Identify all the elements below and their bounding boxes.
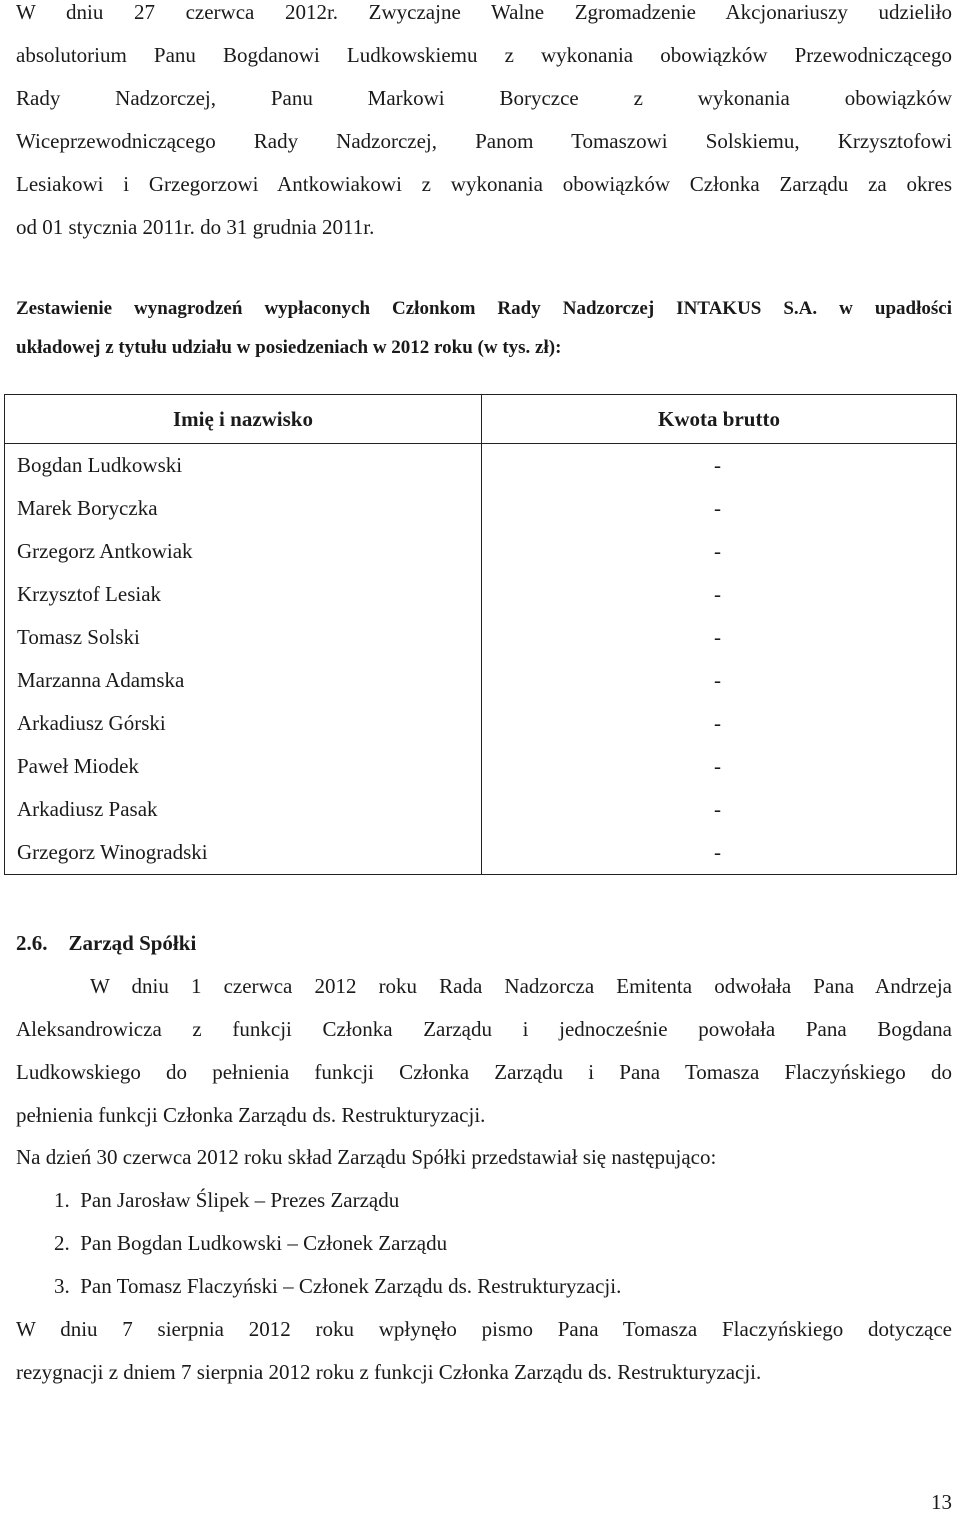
intro-line: Wiceprzewodniczącego Rady Nadzorczej, Panom Tomaszowi Solskiemu, Krzysztofowi: [16, 129, 952, 153]
section-paragraph-line: Ludkowskiego do pełnienia funkcji Członka Zarządu i Pana Tomasza Flaczyńskiego do: [16, 1060, 952, 1084]
table-row: [5, 530, 957, 573]
section-paragraph-line: Aleksandrowicza z funkcji Członka Zarządu i jednocześnie powołała Pana Bogdana: [16, 1017, 952, 1041]
intro-line: Rady Nadzorczej, Panu Markowi Boryczce z wykonania obowiązków: [16, 86, 952, 110]
cell-amount: -: [482, 616, 957, 659]
column-header-amount: Kwota brutto: [482, 395, 957, 444]
table-row: [5, 444, 957, 488]
table-row: [5, 573, 957, 616]
list-item: [54, 1188, 399, 1212]
list-number: 3.: [54, 1274, 70, 1298]
section-heading: [16, 931, 952, 955]
cell-amount: -: [482, 530, 957, 573]
table-row: [5, 702, 957, 745]
cell-name: Arkadiusz Górski: [5, 702, 482, 745]
cell-name: Arkadiusz Pasak: [5, 788, 482, 831]
table-row: [5, 659, 957, 702]
cell-amount: -: [482, 745, 957, 788]
table-row: [5, 788, 957, 831]
cell-name: Marzanna Adamska: [5, 659, 482, 702]
intro-line: W dniu 27 czerwca 2012r. Zwyczajne Walne Zgromadzenie Akcjonariuszy udzieliło: [16, 0, 952, 24]
cell-name: Grzegorz Winogradski: [5, 831, 482, 875]
list-number: 2.: [54, 1231, 70, 1255]
resignation-line: W dniu 7 sierpnia 2012 roku wpłynęło pismo Pana Tomasza Flaczyńskiego dotyczące: [16, 1317, 952, 1341]
compensation-table: [4, 394, 957, 875]
list-text: Pan Tomasz Flaczyński – Członek Zarządu ds. Restrukturyzacji.: [80, 1274, 622, 1298]
board-intro: Na dzień 30 czerwca 2012 roku skład Zarządu Spółki przedstawiał się następująco:: [16, 1145, 717, 1169]
cell-amount: -: [482, 788, 957, 831]
cell-amount: -: [482, 659, 957, 702]
section-paragraph-line: W dniu 1 czerwca 2012 roku Rada Nadzorcza Emitenta odwołała Pana Andrzeja: [90, 974, 952, 998]
table-header-row: [5, 395, 957, 444]
cell-amount: -: [482, 573, 957, 616]
list-item: [54, 1231, 447, 1255]
cell-amount: -: [482, 831, 957, 875]
table-row: [5, 745, 957, 788]
cell-name: Krzysztof Lesiak: [5, 573, 482, 616]
cell-name: Paweł Miodek: [5, 745, 482, 788]
cell-name: Tomasz Solski: [5, 616, 482, 659]
intro-line: Lesiakowi i Grzegorzowi Antkowiakowi z wykonania obowiązków Członka Zarządu za okres: [16, 172, 952, 196]
table-caption-line: układowej z tytułu udziału w posiedzeniach w 2012 roku (w tys. zł):: [16, 337, 562, 358]
section-number: 2.6.: [16, 931, 48, 955]
intro-line: absolutorium Panu Bogdanowi Ludkowskiemu z wykonania obowiązków Przewodniczącego: [16, 43, 952, 67]
section-paragraph-line: pełnienia funkcji Członka Zarządu ds. Restrukturyzacji.: [16, 1103, 486, 1127]
cell-name: Grzegorz Antkowiak: [5, 530, 482, 573]
cell-name: Marek Boryczka: [5, 487, 482, 530]
list-text: Pan Bogdan Ludkowski – Członek Zarządu: [80, 1231, 448, 1255]
list-number: 1.: [54, 1188, 70, 1212]
resignation-line: rezygnacji z dniem 7 sierpnia 2012 roku z funkcji Członka Zarządu ds. Restrukturyzacji.: [16, 1360, 762, 1384]
cell-amount: -: [482, 444, 957, 488]
table-row: [5, 487, 957, 530]
table-caption-line: Zestawienie wynagrodzeń wypłaconych Członkom Rady Nadzorczej INTAKUS S.A. w upadłości: [16, 298, 952, 319]
column-header-name: Imię i nazwisko: [5, 395, 482, 444]
cell-amount: -: [482, 487, 957, 530]
cell-name: Bogdan Ludkowski: [5, 444, 482, 488]
section-title: Zarząd Spółki: [68, 931, 197, 955]
cell-amount: -: [482, 702, 957, 745]
list-item: [54, 1274, 621, 1298]
list-text: Pan Jarosław Ślipek – Prezes Zarządu: [80, 1188, 400, 1212]
table-row: [5, 616, 957, 659]
intro-line: od 01 stycznia 2011r. do 31 grudnia 2011r.: [16, 215, 375, 239]
table-row: [5, 831, 957, 875]
page-number: 13: [931, 1490, 952, 1514]
